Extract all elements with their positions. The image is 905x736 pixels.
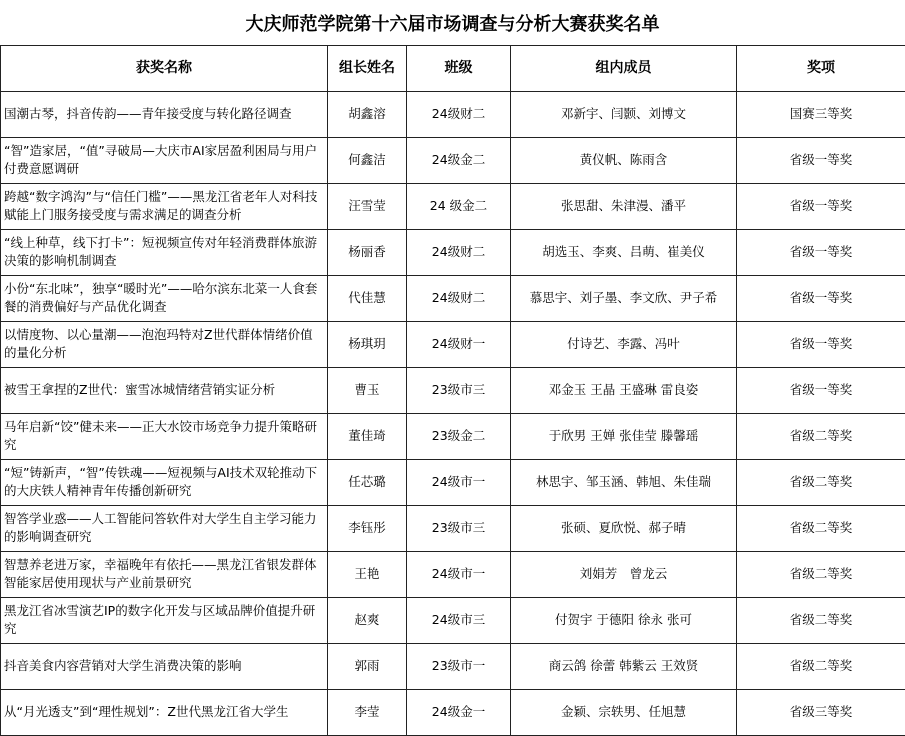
- table-row: [1, 321, 905, 367]
- leader-name-cell: 任芯璐: [328, 459, 407, 505]
- award-title-cell: 智答学业惑——人工智能问答软件对大学生自主学习能力的影响调查研究: [1, 505, 328, 551]
- prize-cell: 省级一等奖: [737, 321, 905, 367]
- award-title-cell: 跨越“数字鸿沟”与“信任门槛”——黑龙江省老年人对科技赋能上门服务接受度与需求满足的调查分析: [1, 183, 328, 229]
- members-cell: 邓新宇、闫颢、刘博文: [511, 91, 737, 137]
- table-row: [1, 413, 905, 459]
- members-cell: 林思宇、邹玉涵、韩旭、朱佳瑞: [511, 459, 737, 505]
- class-cell: 24级市一: [407, 551, 511, 597]
- prize-cell: 省级一等奖: [737, 367, 905, 413]
- award-title-cell: 以情度物、以心量潮——泡泡玛特对Z世代群体情绪价值的量化分析: [1, 321, 328, 367]
- header-members: 组内成员: [511, 46, 737, 91]
- table-row: [1, 183, 905, 229]
- award-title-cell: 小份“东北味”，独享“暖时光”——哈尔滨东北菜一人食套餐的消费偏好与产品优化调查: [1, 275, 328, 321]
- members-cell: 邓金玉 王晶 王盛琳 雷良姿: [511, 367, 737, 413]
- members-cell: 张思甜、朱津漫、潘平: [511, 183, 737, 229]
- leader-name-cell: 何鑫洁: [328, 137, 407, 183]
- class-cell: 24级金二: [407, 137, 511, 183]
- leader-name-cell: 李莹: [328, 689, 407, 735]
- leader-name-cell: 赵爽: [328, 597, 407, 643]
- leader-name-cell: 杨丽香: [328, 229, 407, 275]
- prize-cell: 省级一等奖: [737, 275, 905, 321]
- class-cell: 24级市一: [407, 459, 511, 505]
- class-cell: 23级市三: [407, 367, 511, 413]
- table-header-row: [1, 46, 905, 91]
- prize-cell: 省级二等奖: [737, 597, 905, 643]
- table-row: [1, 597, 905, 643]
- class-cell: 24 级金二: [407, 183, 511, 229]
- prize-cell: 省级二等奖: [737, 505, 905, 551]
- class-cell: 23级市一: [407, 643, 511, 689]
- members-cell: 刘娟芳 曾龙云: [511, 551, 737, 597]
- table-row: [1, 229, 905, 275]
- class-cell: 24级财二: [407, 91, 511, 137]
- table-row: [1, 367, 905, 413]
- table-row: [1, 643, 905, 689]
- award-title-cell: “短”铸新声，“智”传铁魂——短视频与AI技术双轮推动下的大庆铁人精神青年传播创新研究: [1, 459, 328, 505]
- class-cell: 23级金二: [407, 413, 511, 459]
- table-row: [1, 275, 905, 321]
- prize-cell: 省级二等奖: [737, 551, 905, 597]
- members-cell: 商云鸽 徐蕾 韩紫云 王效贤: [511, 643, 737, 689]
- prize-cell: 省级三等奖: [737, 689, 905, 735]
- page-title: 大庆师范学院第十六届市场调查与分析大赛获奖名单: [0, 0, 905, 46]
- table-row: [1, 551, 905, 597]
- award-title-cell: 智慧养老进万家，幸福晚年有依托——黑龙江省银发群体智能家居使用现状与产业前景研究: [1, 551, 328, 597]
- table-row: [1, 505, 905, 551]
- header-prize: 奖项: [737, 46, 905, 91]
- class-cell: 24级财二: [407, 229, 511, 275]
- award-title-cell: “线上种草，线下打卡”：短视频宣传对年轻消费群体旅游决策的影响机制调查: [1, 229, 328, 275]
- members-cell: 付诗艺、李露、冯叶: [511, 321, 737, 367]
- members-cell: 张硕、夏欣悦、郝子晴: [511, 505, 737, 551]
- class-cell: 23级市三: [407, 505, 511, 551]
- prize-cell: 省级一等奖: [737, 183, 905, 229]
- class-cell: 24级市三: [407, 597, 511, 643]
- award-table: [0, 46, 905, 736]
- award-title-cell: 从“月光透支”到“理性规划”：Z世代黑龙江省大学生: [1, 689, 328, 735]
- members-cell: 慕思宇、刘子墨、李文欣、尹子希: [511, 275, 737, 321]
- award-title-cell: 被雪王拿捏的Z世代：蜜雪冰城情绪营销实证分析: [1, 367, 328, 413]
- members-cell: 于欣男 王婵 张佳莹 滕馨瑶: [511, 413, 737, 459]
- leader-name-cell: 汪雪莹: [328, 183, 407, 229]
- prize-cell: 省级二等奖: [737, 413, 905, 459]
- prize-cell: 省级一等奖: [737, 229, 905, 275]
- leader-name-cell: 王艳: [328, 551, 407, 597]
- prize-cell: 省级一等奖: [737, 137, 905, 183]
- class-cell: 24级财二: [407, 275, 511, 321]
- table-row: [1, 137, 905, 183]
- leader-name-cell: 代佳慧: [328, 275, 407, 321]
- award-title-cell: 马年启新“饺”健未来——正大水饺市场竞争力提升策略研究: [1, 413, 328, 459]
- award-title-cell: 国潮古琴，抖音传韵——青年接受度与转化路径调查: [1, 91, 328, 137]
- award-title-cell: “智”造家居，“值”寻破局—大庆市AI家居盈利困局与用户付费意愿调研: [1, 137, 328, 183]
- prize-cell: 省级二等奖: [737, 459, 905, 505]
- header-leader-name: 组长姓名: [328, 46, 407, 91]
- header-class: 班级: [407, 46, 511, 91]
- table-row: [1, 459, 905, 505]
- leader-name-cell: 曹玉: [328, 367, 407, 413]
- table-row: [1, 91, 905, 137]
- class-cell: 24级金一: [407, 689, 511, 735]
- prize-cell: 国赛三等奖: [737, 91, 905, 137]
- leader-name-cell: 董佳琦: [328, 413, 407, 459]
- members-cell: 付贺宇 于德阳 徐永 张可: [511, 597, 737, 643]
- members-cell: 金颖、宗轶男、任旭慧: [511, 689, 737, 735]
- leader-name-cell: 胡鑫溶: [328, 91, 407, 137]
- header-award-title: 获奖名称: [1, 46, 328, 91]
- members-cell: 胡选玉、李爽、吕萌、崔美仪: [511, 229, 737, 275]
- award-title-cell: 抖音美食内容营销对大学生消费决策的影响: [1, 643, 328, 689]
- award-title-cell: 黑龙江省冰雪演艺IP的数字化开发与区域品牌价值提升研究: [1, 597, 328, 643]
- members-cell: 黄仪帆、陈雨含: [511, 137, 737, 183]
- prize-cell: 省级二等奖: [737, 643, 905, 689]
- table-row: [1, 689, 905, 735]
- leader-name-cell: 郭雨: [328, 643, 407, 689]
- class-cell: 24级财一: [407, 321, 511, 367]
- leader-name-cell: 杨琪玥: [328, 321, 407, 367]
- leader-name-cell: 李钰彤: [328, 505, 407, 551]
